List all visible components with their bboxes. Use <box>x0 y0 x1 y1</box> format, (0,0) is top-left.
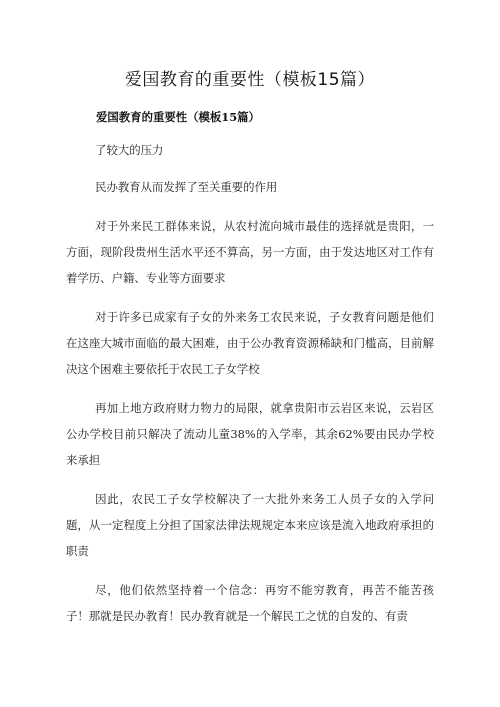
paragraph-6: 因此，农民工子女学校解决了一大批外来务工人员子女的入学问题，从一定程度上分担了国家法律法规规定本来应该是流入地政府承担的职责 <box>66 492 434 558</box>
paragraph-3: 对于外来民工群体来说，从农村流向城市最佳的选择就是贵阳，一方面，现阶段贵州生活水平还不算高，另一方面，由于发达地区对工作有着学历、户籍、专业等方面要求 <box>66 219 434 285</box>
document-title: 爱国教育的重要性（模板15篇） <box>124 70 376 90</box>
paragraph-7: 尽，他们依然坚持着一个信念：再穷不能穷教育，再苦不能苦孩子！那就是民办教育！民办教育就是一个解民工之忧的自发的、有责 <box>66 583 434 623</box>
document-subtitle: 爱国教育的重要性（模板15篇） <box>96 110 260 124</box>
paragraph-2: 民办教育从而发挥了至关重要的作用 <box>95 180 278 194</box>
paragraph-5: 再加上地方政府财力物力的局限，就拿贵阳市云岩区来说，云岩区公办学校目前只解决了流动儿童38%的入学率，其余62%要由民办学校来承担 <box>66 401 434 467</box>
paragraph-4: 对于许多已成家有子女的外来务工农民来说，子女教育问题是他们在这座大城市面临的最大困难，由于公办教育资源稀缺和门槛高，目前解决这个困难主要依托于农民工子女学校 <box>66 310 434 376</box>
paragraph-1: 了较大的压力 <box>95 143 164 157</box>
